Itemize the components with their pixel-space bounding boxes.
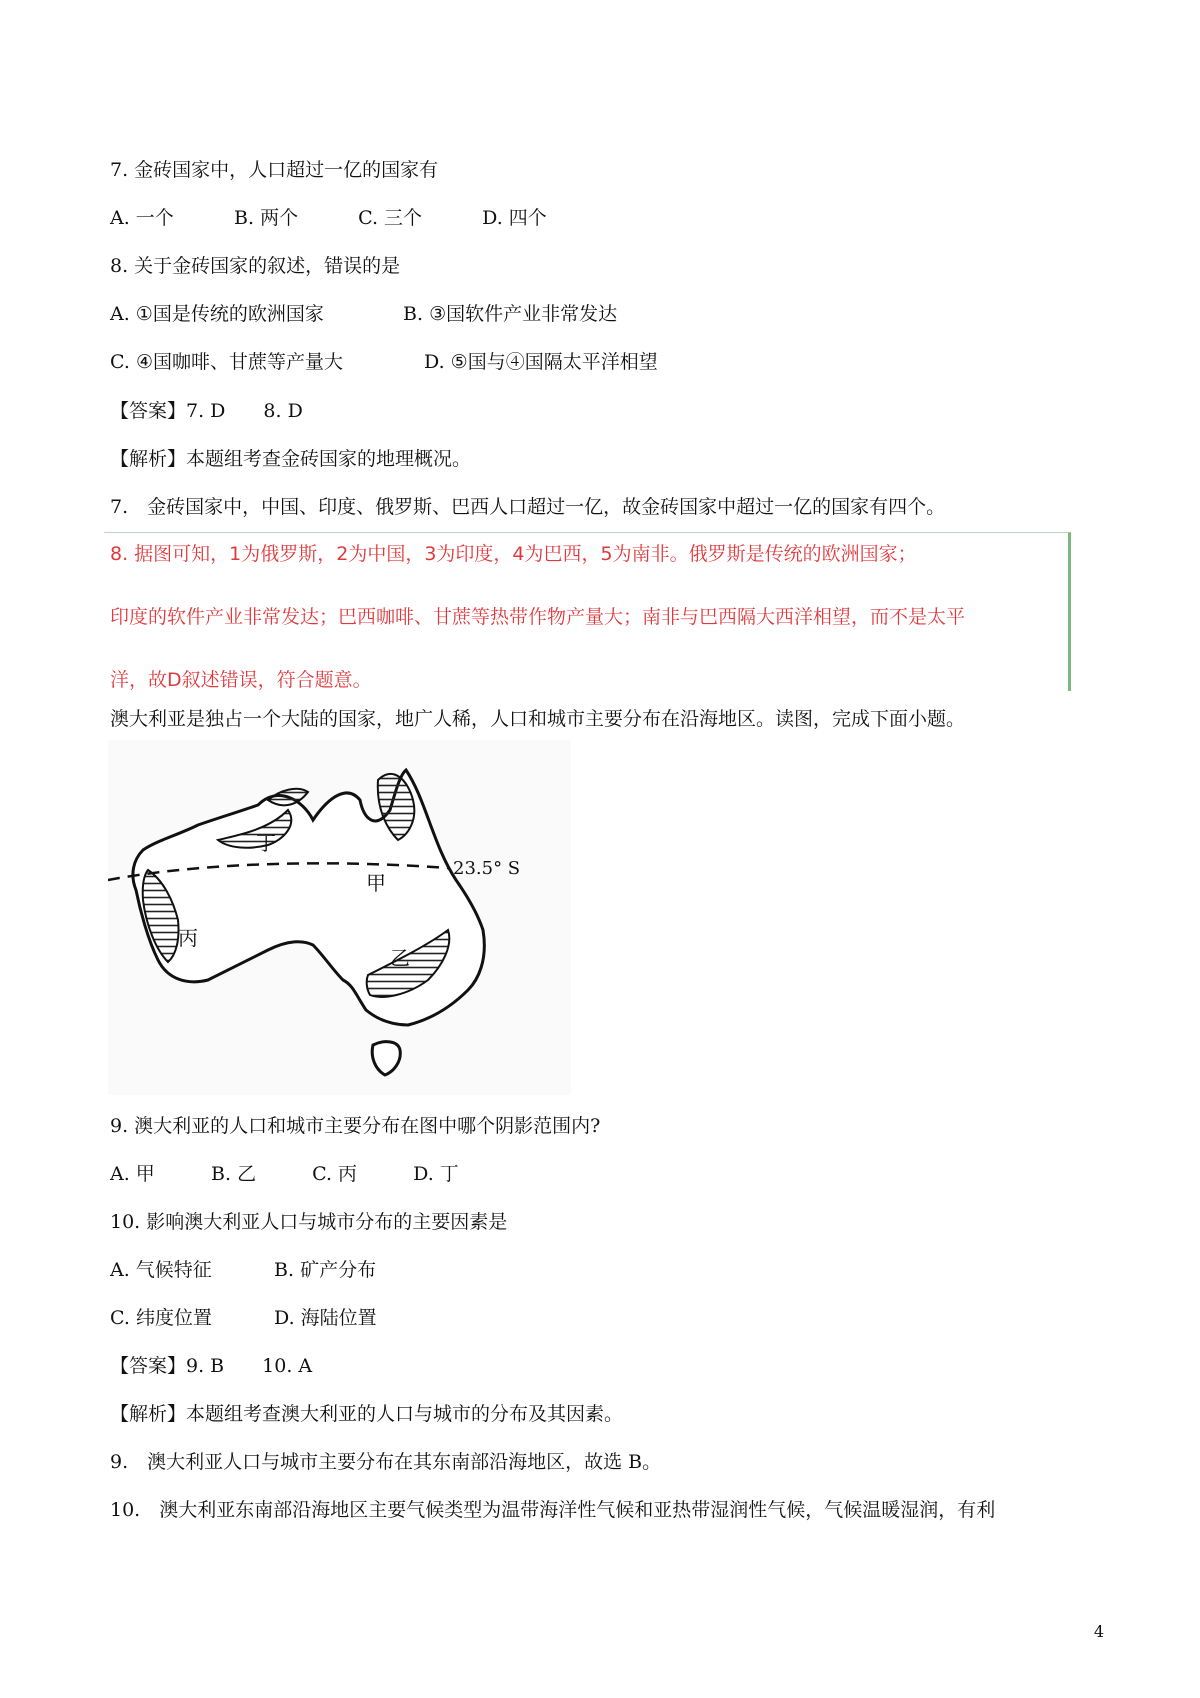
australia-map bbox=[108, 740, 571, 1095]
q8-options-row2 bbox=[110, 349, 658, 375]
q10-option-b: B. 矿产分布 bbox=[274, 1259, 377, 1281]
q8-stem: 8. 关于金砖国家的叙述，错误的是 bbox=[110, 255, 401, 277]
map-intro: 澳大利亚是独占一个大陆的国家，地广人稀，人口和城市主要分布在沿海地区。读图，完成下面小题。 bbox=[110, 708, 966, 730]
analysis-text: 本题组考查金砖国家的地理概况。 bbox=[186, 448, 472, 470]
answer-label: 【答案】 bbox=[110, 400, 187, 422]
q7-option-b: B. 两个 bbox=[234, 207, 299, 229]
answer-text: 7. D 8. D bbox=[186, 400, 303, 422]
q7-stem: 7. 金砖国家中，人口超过一亿的国家有 bbox=[110, 159, 439, 181]
label-tropic: 23.5° S bbox=[453, 858, 521, 879]
analysis-label: 【解析】 bbox=[110, 448, 187, 470]
q9-option-b: B. 乙 bbox=[211, 1163, 257, 1185]
q7-options bbox=[110, 205, 547, 231]
q9-option-c: C. 丙 bbox=[312, 1163, 358, 1185]
analysis-block-1 bbox=[110, 446, 471, 472]
explanation-9: 9. 澳大利亚人口与城市主要分布在其东南部沿海地区，故选 B。 bbox=[110, 1451, 662, 1473]
q10-options-row1 bbox=[110, 1257, 376, 1283]
explanation-7: 7. 金砖国家中，中国、印度、俄罗斯、巴西人口超过一亿，故金砖国家中超过一亿的国家有四个。 bbox=[110, 496, 946, 518]
q9-option-d: D. 丁 bbox=[413, 1163, 459, 1185]
q9-stem: 9. 澳大利亚的人口和城市主要分布在图中哪个阴影范围内? bbox=[110, 1115, 601, 1137]
q10-option-d: D. 海陆位置 bbox=[274, 1307, 377, 1329]
answer-block-2 bbox=[110, 1353, 312, 1379]
answer-text: 9. B 10. A bbox=[186, 1355, 313, 1377]
answer-label: 【答案】 bbox=[110, 1355, 187, 1377]
label-bing: 丙 bbox=[178, 926, 198, 950]
q8-option-c: C. ④国咖啡、甘蔗等产量大 bbox=[110, 351, 343, 373]
analysis-label: 【解析】 bbox=[110, 1403, 187, 1425]
label-yi: 乙 bbox=[390, 946, 410, 970]
explanation-8-line-2: 印度的软件产业非常发达；巴西咖啡、甘蔗等热带作物产量大；南非与巴西隔大西洋相望，而不是太平 bbox=[110, 606, 966, 628]
q10-option-c: C. 纬度位置 bbox=[110, 1307, 212, 1329]
label-jia: 甲 bbox=[366, 871, 386, 895]
q7-option-a: A. 一个 bbox=[110, 207, 174, 229]
q9-options bbox=[110, 1161, 459, 1187]
page-number: 4 bbox=[1093, 1622, 1104, 1641]
q10-options-row2 bbox=[110, 1305, 377, 1331]
explanation-8-line-1: 8. 据图可知，1为俄罗斯，2为中国，3为印度，4为巴西，5为南非。俄罗斯是传统的欧洲国家； bbox=[110, 543, 917, 565]
q7-option-d: D. 四个 bbox=[482, 207, 547, 229]
analysis-block-2 bbox=[110, 1401, 623, 1427]
q8-option-b: B. ③国软件产业非常发达 bbox=[403, 303, 618, 325]
q8-options-row1 bbox=[110, 301, 617, 327]
region-ding-shading-2 bbox=[268, 789, 308, 806]
analysis-text: 本题组考查澳大利亚的人口与城市的分布及其因素。 bbox=[186, 1403, 624, 1425]
explanation-10: 10. 澳大利亚东南部沿海地区主要气候类型为温带海洋性气候和亚热带湿润性气候，气候温暖湿润，有利 bbox=[110, 1499, 996, 1521]
q9-option-a: A. 甲 bbox=[110, 1163, 155, 1185]
q7-option-c: C. 三个 bbox=[358, 207, 423, 229]
explanation-8-line-3: 洋，故D叙述错误，符合题意。 bbox=[110, 669, 372, 691]
q10-stem: 10. 影响澳大利亚人口与城市分布的主要因素是 bbox=[110, 1211, 508, 1233]
q8-option-a: A. ①国是传统的欧洲国家 bbox=[110, 303, 324, 325]
australia-outline bbox=[133, 770, 484, 1025]
q8-option-d: D. ⑤国与④国隔太平洋相望 bbox=[424, 351, 658, 373]
answer-block-1 bbox=[110, 398, 303, 424]
label-ding: 丁 bbox=[256, 831, 276, 855]
q10-option-a: A. 气候特征 bbox=[110, 1259, 212, 1281]
tasmania-outline bbox=[372, 1042, 400, 1075]
